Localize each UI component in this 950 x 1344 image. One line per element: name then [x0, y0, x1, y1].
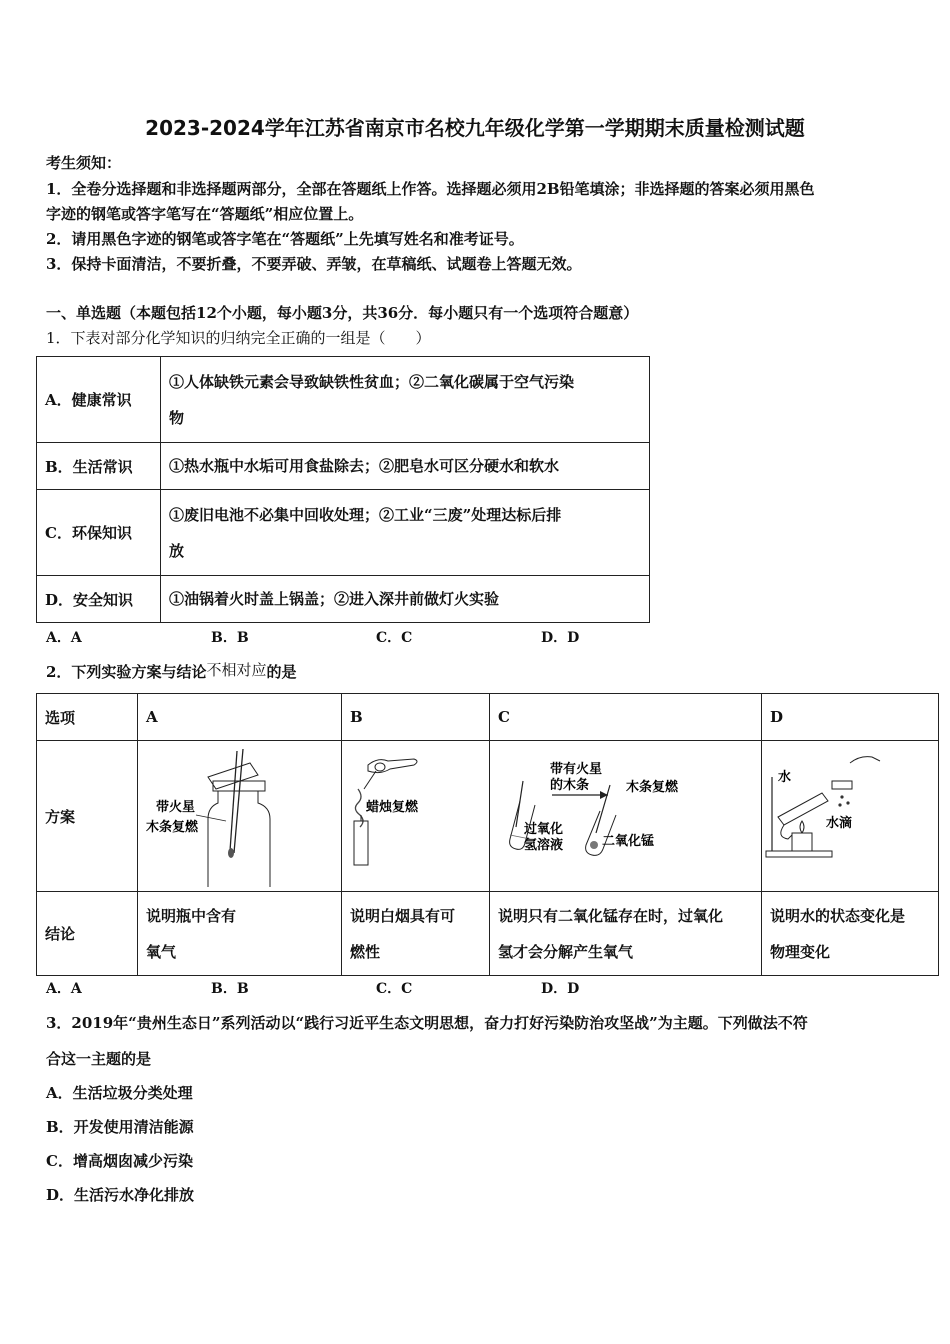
q2-stem: 2．下列实验方案与结论不相对应的是	[46, 661, 297, 681]
jar-splint-figure	[138, 741, 341, 887]
q2-table	[36, 693, 939, 976]
q2-option[interactable]: A．A	[46, 981, 82, 997]
q1-row-a	[37, 357, 650, 443]
section-heading: 一、单选题（本题包括12个小题，每小题3分，共36分．每小题只有一个选项符合题意）	[46, 304, 639, 322]
q2-conclusion-cell: 说明只有二氧化锰存在时，过氧化 氢才会分解产生氧气	[490, 892, 762, 976]
q2-option[interactable]: D．D	[541, 981, 580, 997]
q1-row-value: ①废旧电池不必集中回收处理；②工业“三废”处理达标后排 放	[161, 490, 650, 576]
notice-item: 字迹的钢笔或答字笔写在“答题纸”相应位置上。	[46, 205, 364, 223]
candle-figure	[342, 741, 489, 887]
svg-text:氢溶液: 氢溶液	[524, 838, 564, 853]
q3-stem-cont: 合这一主题的是	[46, 1050, 152, 1068]
svg-text:带火星: 带火星	[156, 800, 196, 815]
q2-conclusion-label: 结论	[37, 892, 138, 976]
q2-conclusion-cell: 说明白烟具有可 燃性	[342, 892, 490, 976]
q2-conclusion-row	[37, 892, 939, 976]
q1-row-key: C．环保知识	[37, 490, 161, 576]
notice-item: 2．请用黑色字迹的钢笔或答字笔在“答题纸”上先填写姓名和准考证号。	[46, 230, 524, 248]
q3-option[interactable]: A．生活垃圾分类处理	[46, 1084, 193, 1102]
q3-option[interactable]: D．生活污水净化排放	[46, 1186, 195, 1204]
q1-table	[36, 356, 650, 623]
q3-option[interactable]: C．增高烟囱减少污染	[46, 1152, 193, 1170]
svg-text:带有火星: 带有火星	[550, 762, 603, 777]
q1-option[interactable]: C．C	[376, 630, 413, 646]
boiling-figure	[762, 741, 938, 887]
q1-row-value: ①油锅着火时盖上锅盖；②进入深井前做灯火实验	[161, 576, 650, 623]
q1-stem: 1．下表对部分化学知识的归纳完全正确的一组是（ ）	[46, 329, 431, 347]
svg-text:水: 水	[778, 770, 792, 785]
q2-plan-row	[37, 741, 939, 892]
q2-option[interactable]: C．C	[376, 981, 413, 997]
q1-option[interactable]: A．A	[46, 630, 82, 646]
q1-row-key: B．生活常识	[37, 443, 161, 490]
q1-row-value: ①人体缺铁元素会导致缺铁性贫血；②二氧化碳属于空气污染 物	[161, 357, 650, 443]
page-title: 2023-2024学年江苏省南京市名校九年级化学第一学期期末质量检测试题	[145, 116, 805, 140]
q2-header-cell: B	[342, 694, 490, 741]
svg-text:木条复燃: 木条复燃	[146, 820, 199, 835]
figure-c	[490, 741, 762, 892]
q2-option[interactable]: B．B	[211, 981, 249, 997]
q2-header-cell: 选项	[37, 694, 138, 741]
q3-stem: 3．2019年“贵州生态日”系列活动以“践行习近平生态文明思想，奋力打好污染防治攻坚战”为主题。下列做法不符	[46, 1014, 808, 1032]
q2-plan-label: 方案	[37, 741, 138, 892]
q1-row-value: ①热水瓶中水垢可用食盐除去；②肥皂水可区分硬水和软水	[161, 443, 650, 490]
notice-item: 1．全卷分选择题和非选择题两部分，全部在答题纸上作答。选择题必须用2B铅笔填涂；非选择题的答案必须用黑色	[46, 180, 815, 198]
svg-text:过氧化: 过氧化	[524, 822, 564, 837]
figure-a	[138, 741, 342, 892]
figure-d	[762, 741, 939, 892]
q1-row-c	[37, 490, 650, 576]
q3-option[interactable]: B．开发使用清洁能源	[46, 1118, 194, 1136]
svg-text:蜡烛复燃: 蜡烛复燃	[366, 800, 419, 815]
q1-row-d	[37, 576, 650, 623]
svg-text:的木条: 的木条	[550, 778, 590, 793]
q1-option[interactable]: B．B	[211, 630, 249, 646]
svg-text:水滴: 水滴	[826, 816, 853, 831]
svg-text:木条复燃: 木条复燃	[626, 780, 679, 795]
q2-header-row	[37, 694, 939, 741]
q1-row-b	[37, 443, 650, 490]
notice-heading: 考生须知：	[46, 154, 122, 172]
q2-conclusion-cell: 说明瓶中含有 氧气	[138, 892, 342, 976]
q2-conclusion-cell: 说明水的状态变化是 物理变化	[762, 892, 939, 976]
figure-b	[342, 741, 490, 892]
q1-row-key: A．健康常识	[37, 357, 161, 443]
test-tube-figure	[490, 741, 761, 887]
notice-item: 3．保持卡面清洁，不要折叠，不要弄破、弄皱，在草稿纸、试题卷上答题无效。	[46, 255, 582, 273]
q1-option[interactable]: D．D	[541, 630, 580, 646]
q2-header-cell: C	[490, 694, 762, 741]
q1-row-key: D．安全知识	[37, 576, 161, 623]
q2-header-cell: D	[762, 694, 939, 741]
q2-header-cell: A	[138, 694, 342, 741]
svg-text:二氧化锰: 二氧化锰	[602, 834, 655, 849]
